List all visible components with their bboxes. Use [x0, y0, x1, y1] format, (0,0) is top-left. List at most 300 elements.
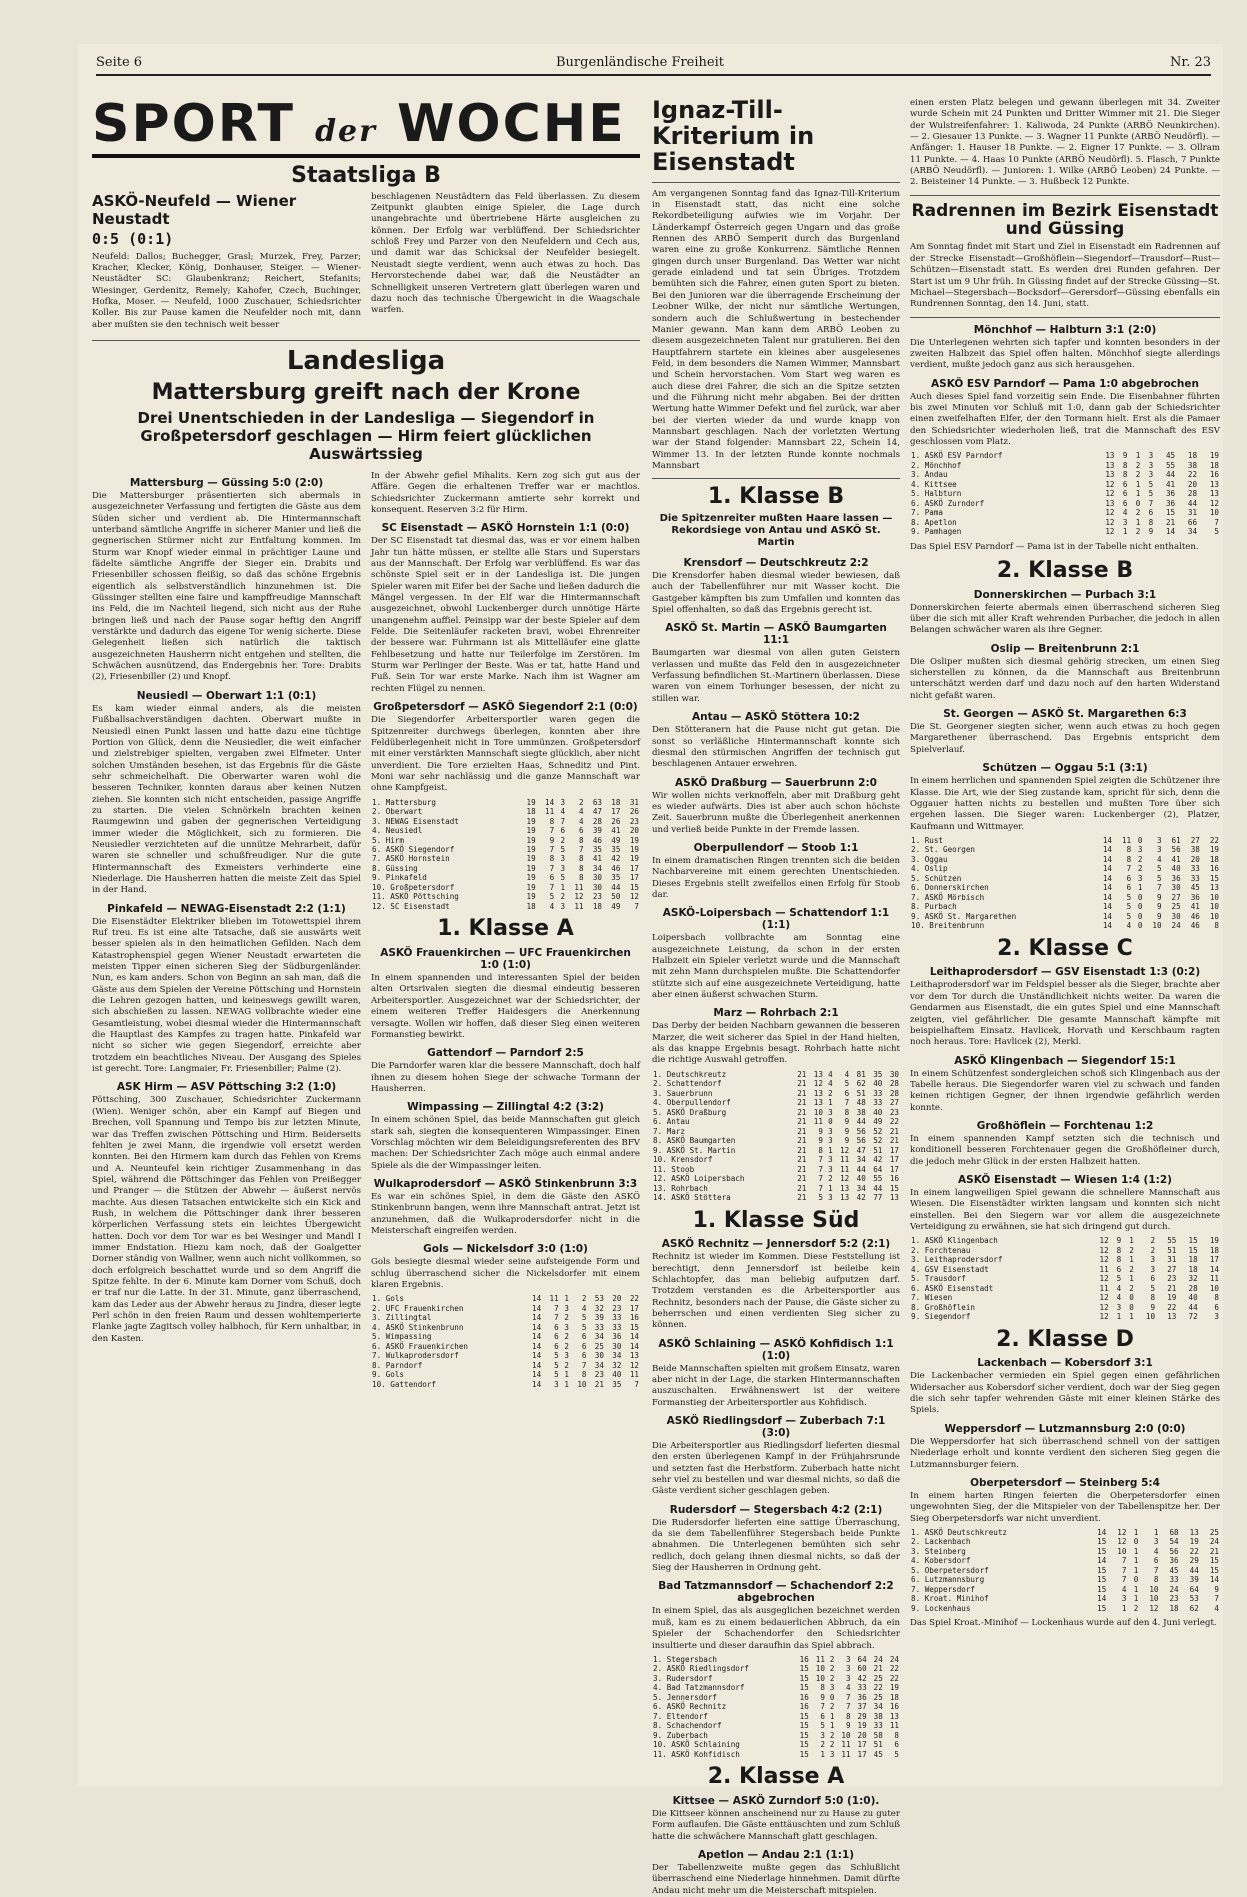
stat-cell: 13 — [889, 1711, 899, 1721]
stat-cell: 14 — [1102, 883, 1112, 893]
stat-cell: 72 — [1188, 1312, 1198, 1322]
stat-cell: 3 — [554, 1379, 559, 1389]
table-row — [652, 1165, 900, 1174]
stat-cell: 7 — [634, 901, 639, 911]
table-row — [652, 1740, 900, 1749]
klasse2a-note: Das Spiel ESV Parndorf — Pama ist in der Tabelle nicht enthalten. — [910, 541, 1199, 552]
table-row — [910, 1284, 1220, 1293]
team-cell: 3. Leithaprodersdorf — [911, 1255, 1003, 1265]
team-cell: 6. Donnerskirchen — [911, 883, 989, 893]
stat-cell: 44 — [1189, 1565, 1199, 1575]
stat-cell: 21 — [797, 1183, 807, 1193]
stat-cell: 35 — [612, 1379, 622, 1389]
sport-der-woche-title: SPORT der WOCHE — [92, 98, 640, 158]
stat-cell: 6 — [581, 1351, 587, 1361]
stat-cell: 16 — [629, 1313, 639, 1323]
team-cell: 10. ASKÖ Schlaining — [653, 1740, 740, 1750]
stat-cell: 7 — [554, 1303, 559, 1313]
stat-cell: 81 — [856, 1069, 866, 1079]
stat-cell: 17 — [629, 873, 639, 883]
team-cell: 3. Zillingtal — [372, 1313, 432, 1323]
stat-cell: 11 — [815, 1654, 825, 1664]
stat-cell: 11 — [840, 1164, 850, 1174]
table-row — [910, 855, 1220, 864]
team-cell: 6. Antau — [653, 1117, 690, 1127]
table-row — [652, 1193, 900, 1202]
team-cell: 5. Trausdorf — [911, 1274, 966, 1284]
stat-cell: 15 — [799, 1721, 809, 1731]
stat-cell: 10 — [815, 1673, 825, 1683]
stat-cell: 1 — [564, 1370, 569, 1380]
stat-cell: 2 — [1150, 1245, 1156, 1255]
stat-cell: 51 — [873, 1740, 883, 1750]
column-middle — [652, 96, 900, 1896]
table-row — [910, 1585, 1220, 1594]
stat-cell: 42 — [873, 1155, 883, 1165]
team-cell: 8. Schachendorf — [653, 1721, 722, 1731]
stat-cell: 17 — [611, 807, 621, 817]
stat-cell: 21 — [594, 1379, 604, 1389]
table-row — [371, 1342, 640, 1351]
stat-cell: 8 — [578, 873, 584, 883]
stat-cell: 25 — [873, 1673, 883, 1683]
stat-cell: 22 — [1189, 1546, 1199, 1556]
stat-cell: 5 — [581, 1313, 587, 1323]
team-cell: 1. Deutschkreutz — [653, 1069, 727, 1079]
stat-cell: 16 — [889, 1174, 899, 1184]
klasse2c-heading: 2. Klasse C — [997, 935, 1133, 961]
stat-cell: 40 — [873, 1107, 883, 1117]
klasse1sued-match-1: ASKÖ Schlaining — ASKÖ Kohfidisch 1:1 (1:0) — [658, 1337, 894, 1362]
stat-cell: 9 — [844, 1117, 850, 1127]
stat-cell: 56 — [1171, 845, 1181, 855]
stat-cell: 1 — [1116, 1312, 1122, 1322]
stat-cell: 6 — [554, 1341, 559, 1351]
stat-cell: 29 — [1189, 1556, 1199, 1566]
stat-cell: 19 — [526, 863, 536, 873]
stat-cell: 55 — [1167, 1236, 1177, 1246]
stat-cell: 2 — [829, 1654, 835, 1664]
stat-cell: 1 — [1133, 1594, 1139, 1604]
stat-cell: 3 — [564, 1322, 569, 1332]
stat-cell: 4 — [549, 901, 555, 911]
table-row — [910, 864, 1220, 873]
stat-cell: 10 — [1209, 1283, 1219, 1293]
stat-cell: 9 — [818, 1136, 823, 1146]
table-row — [652, 1184, 900, 1193]
table-row — [652, 1155, 900, 1164]
team-cell: 13. Rohrbach — [653, 1183, 708, 1193]
stat-cell: 14 — [1102, 911, 1112, 921]
table-row — [371, 1294, 640, 1303]
stat-cell: 10 — [1209, 508, 1219, 518]
stat-cell: 1 — [560, 882, 566, 892]
klasse1a-match-4: Gols — Nickelsdorf 3:0 (1:0) — [423, 1243, 588, 1256]
table-row — [910, 845, 1220, 854]
stat-cell: 8 — [844, 1107, 850, 1117]
stat-cell: 2 — [564, 1332, 569, 1342]
stat-cell: 33 — [1169, 1575, 1179, 1585]
stat-cell: 12 — [1099, 1255, 1109, 1265]
stat-cell: 25 — [1209, 1527, 1219, 1537]
stat-cell: 11 — [841, 1740, 851, 1750]
team-cell: 6. ASKÖ Zurndorf — [911, 498, 985, 508]
team-cell: 10. Gattendorf — [372, 1379, 437, 1389]
stat-cell: 42 — [857, 1673, 867, 1683]
stat-cell: 20 — [1190, 854, 1200, 864]
kriterium-text-cont: einen ersten Platz belegen und gewann überlegen mit 34. Zweiter wurde Schein mit 24 Punkten und Dritter Wimmer mit 21. Die Sieger der Wulstreifenfahrer: 1. Kaliwoda, 24 Punkte (ARBÖ Neunkirchen). — 2. Giesauer 13 Punkte. — 3. Wagner 11 Punkte (ARBÖ Neudörfl). — Anfänger: 1. Hauser 18 Punkte. — 2. Eigner 17 Punkte. — 3. Ollram 11 Punkte. — 4. Haas 10 Punkte (ARBÖ Neudörfl). 5. Flasch, 7 Punkte (ARBÖ Neudörfl). — Junioren: 1. Wilke (ARBÖ Leoben) 24 Punkte. — 2. Beisteiner 14 Punkte. — 3. Hußbeck 12 Punkte. — [910, 98, 1220, 188]
stat-cell: 34 — [612, 1351, 622, 1361]
stat-cell: 3 — [846, 1664, 851, 1674]
klasse2b-heading: 2. Klasse B — [996, 557, 1134, 583]
staatsliga-match: ASKÖ-Neufeld — Wiener Neustadt — [92, 191, 297, 228]
stat-cell: 58 — [873, 1730, 883, 1740]
stat-cell: 16 — [799, 1692, 809, 1702]
stat-cell: 18 — [1188, 1264, 1198, 1274]
stat-cell: 9 — [844, 1136, 850, 1146]
stat-cell: 3 — [846, 1673, 851, 1683]
table-row — [910, 1594, 1220, 1603]
stat-cell: 1 — [1133, 1527, 1139, 1537]
klasse2a-match-0: Kittsee — ASKÖ Zurndorf 5:0 (1:0). — [672, 1794, 880, 1807]
stat-cell: 44 — [856, 1117, 866, 1127]
stat-cell: 39 — [594, 1313, 604, 1323]
team-cell: 1. Stegersbach — [653, 1654, 718, 1664]
stat-cell: 1 — [1129, 1255, 1134, 1265]
stat-cell: 12 — [1209, 498, 1219, 508]
stat-cell: 44 — [611, 882, 621, 892]
team-cell: 6. ASKÖ Rechnitz — [653, 1702, 727, 1712]
stat-cell: 33 — [873, 1088, 883, 1098]
stat-cell: 6 — [1126, 883, 1132, 893]
team-cell: 6. Lutzmannsburg — [911, 1575, 985, 1585]
page-header — [96, 52, 1211, 76]
stat-cell: 3 — [564, 1303, 569, 1313]
stat-cell: 5 — [1126, 902, 1132, 912]
klasse2a-cont-match-1: ASKÖ ESV Parndorf — Pama 1:0 abgebrochen — [931, 377, 1199, 390]
stat-cell: 11 — [549, 1294, 559, 1304]
stat-cell: 33 — [1190, 864, 1200, 874]
klasse2d-report-1: Die Weppersdorfer hat sich überraschend schnell von der sattigen Niederlage erholt und konnte verdient den sicheren Sieg gegen die Lutzmannsburger feiern. — [910, 1436, 1220, 1470]
radrennen-heading: Radrennen im Bezirk Eisenstadt und Güssing — [911, 200, 1219, 240]
table-row — [910, 902, 1220, 911]
stat-cell: 3 — [1214, 1312, 1219, 1322]
table-row — [371, 1351, 640, 1360]
klasse1sued-report-0: Rechnitz ist wieder im Kommen. Diese Feststellung ist berechtigt, denn Jennersdorf ist beileibe kein Schlachtopfer, das man beliebig aufputzen darf. Trotzdem verstanden es die Arbeitersportler aus Rechnitz, besonders nach der Pause, die Gäste sicher zu beherrschen und einen verdienten Sieg sicher zu können. — [652, 1252, 900, 1331]
stat-cell: 1 — [1129, 1312, 1134, 1322]
stat-cell: 7 — [1156, 883, 1162, 893]
table-row — [652, 1750, 900, 1759]
team-cell: 1. ASKÖ ESV Parndorf — [911, 451, 1003, 461]
stat-cell: 35 — [873, 1069, 883, 1079]
stat-cell: 61 — [1171, 835, 1181, 845]
klasse2d-table — [910, 1528, 1220, 1613]
team-cell: 3. Steinberg — [911, 1546, 966, 1556]
stat-cell: 19 — [526, 892, 536, 902]
stat-cell: 1 — [1122, 527, 1128, 537]
stat-cell: 7 — [549, 863, 555, 873]
stat-cell: 23 — [889, 1107, 899, 1117]
team-cell: 4. ASKÖ Stinkenbrunn — [372, 1322, 464, 1332]
stat-cell: 4 — [828, 1069, 833, 1079]
team-cell: 5. Halbturn — [911, 489, 962, 499]
stat-cell: 5 — [1156, 864, 1162, 874]
stat-cell: 37 — [857, 1702, 867, 1712]
stat-cell: 15 — [1209, 873, 1219, 883]
stat-cell: 34 — [594, 1360, 604, 1370]
stat-cell: 3 — [828, 1193, 833, 1203]
klasse1b-report-5: Loipersbach vollbrachte am Sonntag eine ausgezeichnete Leistung, da schon in der ersten Halbzeit ein Spieler verletzt wurde und die Mannschaft mit zehn Mann durchspielen mußte. Die Schattendorfer stützte sich auf eine ausgezeichnete Verteidigung, hatte aber einen äußerst schwachen Sturm. — [652, 933, 900, 1000]
stat-cell: 8 — [894, 1730, 899, 1740]
stat-cell: 8 — [1116, 1255, 1122, 1265]
stat-cell: 1 — [1135, 489, 1141, 499]
stat-cell: 63 — [592, 797, 602, 807]
klasse2b-match-1: Oslip — Breitenbrunn 2:1 — [990, 642, 1140, 655]
stat-cell: 2 — [1133, 1603, 1139, 1613]
klasse2d-match-1: Weppersdorf — Lutzmannsburg 2:0 (0:0) — [944, 1422, 1186, 1435]
table-row — [371, 845, 640, 854]
klasse2c-match-0: Leithaprodersdorf — GSV Eisenstadt 1:3 (0:2) — [929, 966, 1201, 979]
stat-cell: 15 — [1097, 1575, 1107, 1585]
stat-cell: 24 — [1171, 921, 1181, 931]
klasse2a-cont-report-1: Auch dieses Spiel fand vorzeitig sein Ende. Die Eisenbahner führten bis zwei Minuten vor Schluß mit 1:0, dann gab der Schiedsrichter einen zweifelhaften Elfer, der den Tormann hielt. Erst als die Pamaer den Schiedsrichter wiederholen ließ, trat die Mannschaft des ESV geschlossen vom Platz. — [910, 391, 1220, 447]
stat-cell: 18 — [526, 807, 536, 817]
stat-cell: 1 — [1137, 883, 1143, 893]
page-number: Seite 6 — [96, 55, 143, 70]
stat-cell: 2 — [560, 892, 566, 902]
stat-cell: 19 — [526, 845, 536, 854]
team-cell: 5. Oberpetersdorf — [911, 1565, 989, 1575]
stat-cell: 46 — [1190, 911, 1200, 921]
stat-cell: 15 — [1097, 1584, 1107, 1594]
stat-cell: 18 — [611, 797, 621, 807]
stat-cell: 9 — [1156, 902, 1162, 912]
stat-cell: 1 — [564, 1379, 569, 1389]
table-row — [371, 873, 640, 882]
stat-cell: 2 — [1129, 1245, 1134, 1255]
team-cell: 6. ASKÖ Frauenkirchen — [372, 1341, 469, 1351]
stat-cell: 51 — [1167, 1245, 1177, 1255]
klasse1a-report-3: Es war ein schönes Spiel, in dem die Gäste den ASKÖ Stinkenbrunn bangen, wenn ihre Mannschaft antrat. Jetzt ist anzunehmen, daß die Wulkaprodersdorfer nicht in die Meisterschaft eingreifen werden. — [371, 1191, 640, 1236]
klasse2d-report-2: In einem harten Ringen feierten die Oberpetersdorfer einen ungewohnten Sieg, der die Mitspieler von der Tabellenspitze her. Der Sieg Oberpetersdorfs war nicht unverdient. — [910, 1490, 1220, 1524]
stat-cell: 2 — [1135, 470, 1141, 480]
stat-cell: 7 — [549, 845, 555, 854]
table-row — [910, 451, 1220, 460]
stat-cell: 2 — [578, 797, 584, 807]
table-row — [652, 1664, 900, 1673]
table-row — [652, 1721, 900, 1730]
stat-cell: 21 — [1165, 517, 1176, 527]
stat-cell: 14 — [1102, 864, 1112, 874]
stat-cell: 1 — [1133, 1565, 1139, 1575]
team-cell: 3. Sauerbrunn — [653, 1088, 713, 1098]
stat-cell: 1 — [1135, 479, 1141, 489]
stat-cell: 36 — [1165, 489, 1176, 499]
landesliga-a-report-1: Es kam wieder einmal anders, als die meisten Fußballsachverständigen dachten. Oberwart mußte in Neusiedl einen Punkt lassen und hatte dazu eine tüchtige Portion von Glück, denn die Neusiedler, die weit einfacher und zielstrebiger spielten, vergaben zwei Elfmeter. Unter solchen Umständen besehen, ist das Ergebnis für die Gäste sehr schmeichelhaft. Die Oberwarter waren wohl die besseren Techniker, konnten daraus aber keinen Nutzen ziehen. Sie konnten sich nicht entscheiden, passige Angriffe zu starten. Die vielen Schnörkeln brachten keinen Raumgewinn und gaben der gegnerischen Verteidigung immer wieder die Möglichkeit, sich zu formieren. Die Neusiedler verzichteten auf die unnütze Mehrarbeit, dafür waren sie schneller und schußfreudiger. Nur die gute Hintermannschaft des Exmeisters verhinderte eine Niederlage. Die Hausherren hatten die meiste Zeit das Spiel in der Hand. — [92, 703, 361, 896]
team-cell: 8. Kroat. Minihof — [911, 1594, 989, 1604]
klasse1b-table — [652, 1070, 900, 1203]
team-cell: 2. Mönchhof — [911, 460, 962, 470]
stat-cell: 11 — [1099, 1283, 1109, 1293]
stat-cell: 33 — [612, 1313, 622, 1323]
stat-cell: 5 — [818, 1193, 823, 1203]
table-row — [371, 836, 640, 845]
stat-cell: 3 — [1148, 460, 1154, 470]
table-row — [910, 1312, 1220, 1321]
stat-cell: 5 — [1214, 527, 1219, 537]
stat-cell: 24 — [873, 1654, 883, 1664]
stat-cell: 19 — [1167, 1293, 1177, 1303]
table-row — [910, 1236, 1220, 1245]
klasse2c-report-1: In einem Schützenfest sondergleichen schoß sich Klingenbach aus der Tabelle heraus. Die Siegendorfer waren viel zu schwach und fanden keinen richtigen Gegner, der ihnen irgendwie gefährlich werden konnte. — [910, 1068, 1220, 1113]
stat-cell: 48 — [856, 1098, 866, 1108]
stat-cell: 14 — [532, 1379, 542, 1389]
column-right — [910, 98, 1220, 1778]
stat-cell: 18 — [526, 901, 536, 911]
stat-cell: 1 — [1121, 1603, 1127, 1613]
stat-cell: 12 — [1105, 527, 1115, 537]
stat-cell: 8 — [549, 816, 555, 826]
stat-cell: 9 — [549, 835, 555, 845]
stat-cell: 9 — [844, 1126, 850, 1136]
klasse2c-table — [910, 1236, 1220, 1321]
klasse1sued-table — [652, 1655, 900, 1759]
table-row — [371, 902, 640, 911]
stat-cell: 1 — [828, 1183, 833, 1193]
klasse1b-match-5: ASKÖ-Loipersbach — Schattendorf 1:1 (1:1) — [662, 907, 890, 932]
stat-cell: 2 — [828, 1174, 833, 1184]
stat-cell: 10 — [1145, 1312, 1156, 1322]
stat-cell: 17 — [1209, 1255, 1219, 1265]
stat-cell: 0 — [829, 1692, 835, 1702]
stat-cell: 17 — [889, 1155, 899, 1165]
table-row — [371, 883, 640, 892]
landesliga-col-a — [92, 471, 361, 1394]
stat-cell: 39 — [1189, 1575, 1199, 1585]
stat-cell: 14 — [532, 1351, 542, 1361]
stat-cell: 19 — [526, 797, 536, 807]
stat-cell: 12 — [840, 1174, 850, 1184]
team-cell: 10. Krensdorf — [653, 1155, 713, 1165]
stat-cell: 28 — [889, 1079, 899, 1089]
stat-cell: 14 — [629, 1341, 639, 1351]
stat-cell: 3 — [1148, 470, 1154, 480]
stat-cell: 15 — [1209, 1565, 1219, 1575]
stat-cell: 14 — [1102, 892, 1112, 902]
stat-cell: 5 — [1150, 1283, 1156, 1293]
team-cell: 1. Rust — [911, 835, 944, 845]
stat-cell: 21 — [1167, 1283, 1177, 1293]
team-cell: 5. Jennersdorf — [653, 1692, 718, 1702]
stat-cell: 2 — [820, 1740, 825, 1750]
stat-cell: 15 — [799, 1683, 809, 1693]
stat-cell: 15 — [1188, 1236, 1198, 1246]
stat-cell: 20 — [857, 1730, 867, 1740]
stat-cell: 8 — [1126, 845, 1132, 855]
stat-cell: 8 — [1214, 921, 1219, 931]
stat-cell: 40 — [1171, 864, 1181, 874]
stat-cell: 10 — [841, 1730, 851, 1740]
klasse2a-heading: 2. Klasse A — [707, 1764, 845, 1790]
stat-cell: 2 — [564, 1360, 569, 1370]
staatsliga-text-left: Neufeld: Dallos; Buchegger, Grasl; Murzek, Frey, Parzer; Kracher, Klecker, König, Donhauser, Steiger. — Wiener-Neustädter SC: Glaubenkranz; Reichert, Stefanits; Wiesinger, Gerdenitz, Remely; Kahofer, Czech, Buchinger, Hofka, Moser. — Neufeld, 1000 Zuschauer, Schiedsrichter Koller. Bis zur Pause kamen die Neufelder noch mit, dann aber mußten sie den technisch weit besser — [92, 251, 361, 330]
table-row — [371, 1323, 640, 1332]
stat-cell: 15 — [889, 1183, 899, 1193]
stat-cell: 21 — [797, 1136, 807, 1146]
team-cell: 7. Pama — [911, 508, 944, 518]
team-cell: 7. ASKÖ Hornstein — [372, 854, 450, 864]
stat-cell: 8 — [1122, 460, 1128, 470]
stat-cell: 26 — [629, 807, 639, 817]
klasse2c-match-2: Großhöflein — Forchtenau 1:2 — [976, 1119, 1154, 1132]
stat-cell: 38 — [1187, 460, 1198, 470]
table-row — [371, 1380, 640, 1389]
landesliga-b-match-2: Großpetersdorf — ASKÖ Siegendorf 2:1 (0:0) — [373, 701, 638, 714]
stat-cell: 28 — [889, 1088, 899, 1098]
stat-cell: 6 — [554, 1322, 559, 1332]
stat-cell: 5 — [581, 1322, 587, 1332]
stat-cell: 52 — [873, 1136, 883, 1146]
team-cell: 4. Kittsee — [911, 479, 957, 489]
stat-cell: 36 — [612, 1332, 622, 1342]
table-row — [652, 1693, 900, 1702]
landesliga-a-match-1: Neusiedl — Oberwart 1:1 (0:1) — [136, 689, 317, 702]
stat-cell: 31 — [629, 797, 639, 807]
stat-cell: 36 — [1169, 1556, 1179, 1566]
stat-cell: 13 — [1209, 479, 1219, 489]
table-row — [910, 893, 1220, 902]
stat-cell: 19 — [889, 1683, 899, 1693]
team-cell: 2. St. Georgen — [911, 845, 976, 855]
stat-cell: 6 — [820, 1711, 825, 1721]
table-row — [910, 1556, 1220, 1565]
stat-cell: 11 — [813, 1117, 823, 1127]
klasse2a-cont-report-0: Die Unterlegenen wehrten sich tapfer und konnten besonders in der zweiten Halbzeit das Spiel offen halten. Mönchhof siegte allerdings verdient, mußte jedoch ganz aus sich herausgehen. — [910, 337, 1220, 371]
stat-cell: 17 — [889, 1164, 899, 1174]
stat-cell: 62 — [856, 1079, 866, 1089]
stat-cell: 0 — [1135, 498, 1141, 508]
stat-cell: 11 — [840, 1155, 850, 1165]
stat-cell: 12 — [1099, 1274, 1109, 1284]
stat-cell: 53 — [1189, 1594, 1199, 1604]
stat-cell: 21 — [797, 1079, 807, 1089]
stat-cell: 3 — [828, 1107, 833, 1117]
table-row — [910, 1547, 1220, 1556]
stat-cell: 0 — [1137, 835, 1143, 845]
team-cell: 1. ASKÖ Deutschkreutz — [911, 1527, 1008, 1537]
klasse2a-cont-match-0: Mönchhof — Halbturn 3:1 (2:0) — [973, 323, 1157, 336]
team-cell: 9. Zuberbach — [653, 1730, 708, 1740]
stat-cell: 66 — [1187, 517, 1198, 527]
stat-cell: 21 — [797, 1088, 807, 1098]
stat-cell: 14 — [1209, 1264, 1219, 1274]
landesliga-a-report-0: Die Mattersburger präsentierten sich abermals in ausgezeichneter Verfassung und fertigten die Gäste aus dem Süden sicher und verdient ab. Die Hintermannschaft unterband sämtliche Angriffe in sicherer Manier und ließ die gegnerischen Stürmer nicht zur Entfaltung kommen. Im Sturm war Knopf wieder einmal in prächtiger Laune und fädelte sämtliche Angriffe der Sieger ein. Drabits und Friesenbiller schossen fleißig, so daß das schöne Ergebnis eigentlich als selbstverständlich hinzunehmen ist. Die Güssinger stellten eine faire und kampffreudige Mannschaft ins Feld, die im Nachteil liegend, sich nicht aus der Ruhe bringen ließ und nach der Pause sogar heftig den Angriff verstärkte und dadurch das eigene Tor wenig sicherte. Diese Gelegenheit ließen sich natürlich die taktisch ausgezeichneten Hausherrn nicht entgehen und stellten, die Schwächen ausnützend, das Endergebnis her. Tore: Drabits (2), Friesenbiller (2) und Knopf. — [92, 490, 361, 683]
klasse2c-report-2: In einem spannenden Kampf setzten sich die technisch und konditionell besseren Forchtenauer gegen die Großhöfleiner durch, die jedoch mehr Glück in der ersten Halbzeit hatten. — [910, 1133, 1220, 1167]
stat-cell: 23 — [1169, 1594, 1179, 1604]
stat-cell: 1 — [829, 1711, 835, 1721]
klasse1a-table — [371, 1294, 640, 1389]
table-row — [910, 1265, 1220, 1274]
klasse1b-match-2: Antau — ASKÖ Stöttera 10:2 — [692, 711, 860, 724]
stat-cell: 6 — [1150, 1274, 1156, 1284]
team-cell: 7. Weppersdorf — [911, 1584, 976, 1594]
stat-cell: 30 — [612, 1341, 622, 1351]
stat-cell: 30 — [1171, 911, 1181, 921]
stat-cell: 29 — [857, 1711, 867, 1721]
team-cell: 3. Oggau — [911, 854, 948, 864]
stat-cell: 15 — [799, 1673, 809, 1683]
stat-cell: 33 — [857, 1683, 867, 1693]
